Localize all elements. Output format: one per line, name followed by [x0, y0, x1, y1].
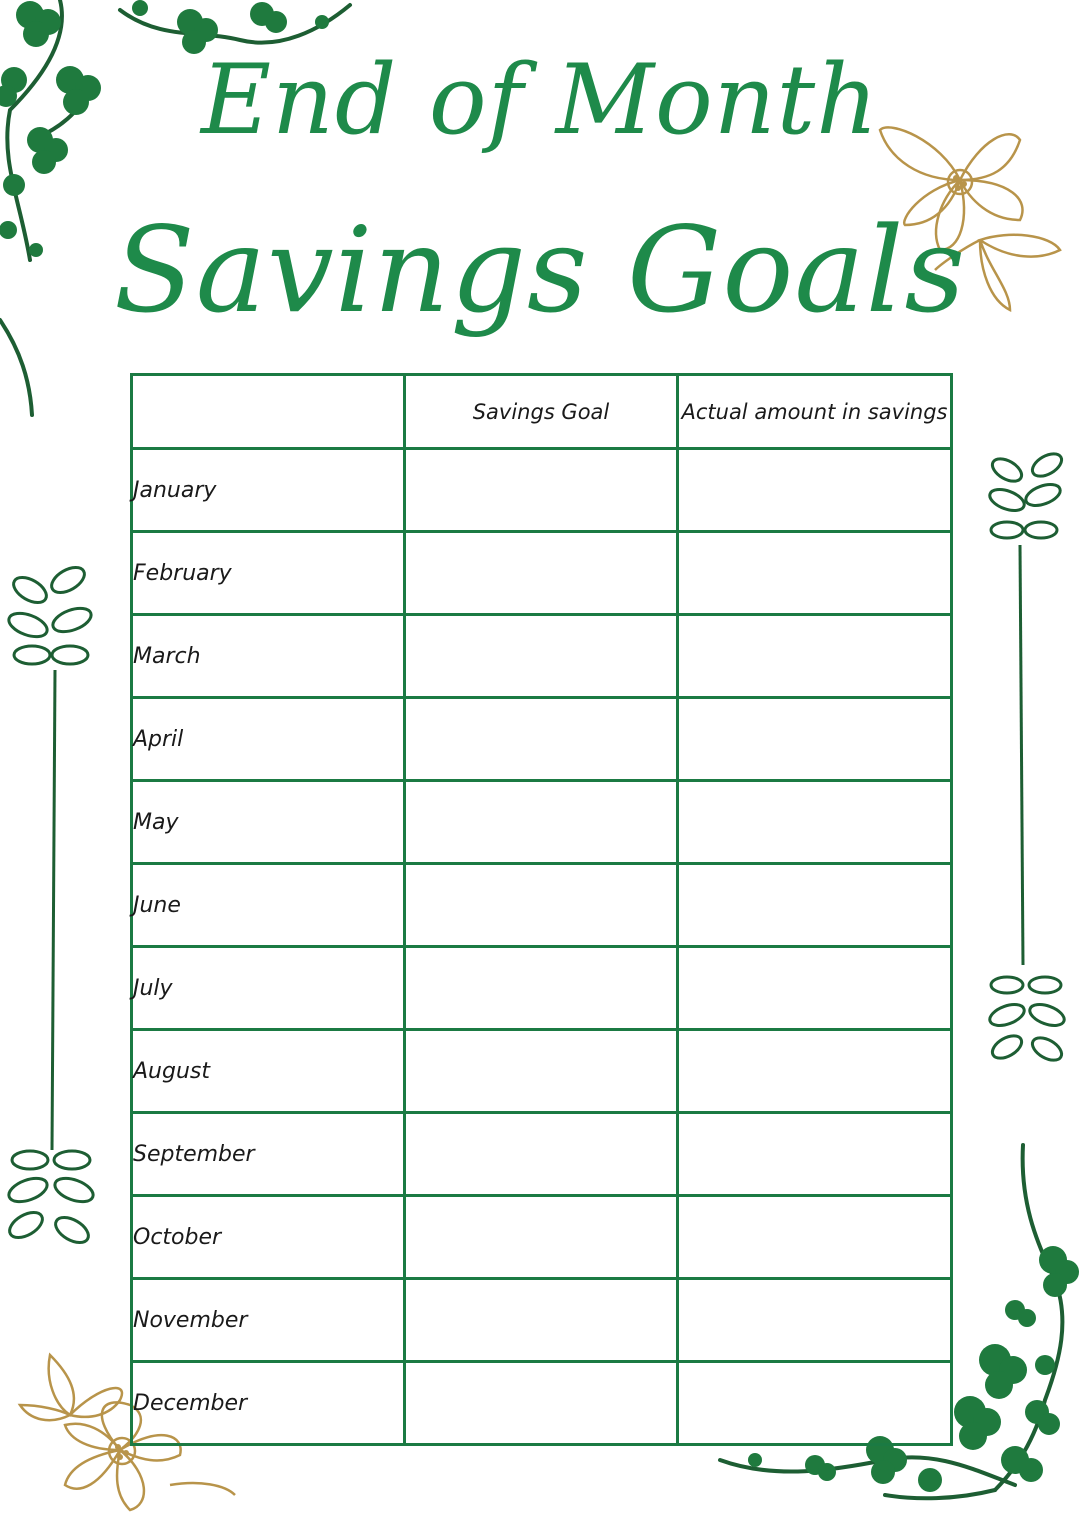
table-row	[132, 615, 952, 698]
actual-amount-cell[interactable]	[678, 698, 952, 781]
actual-amount-cell[interactable]	[678, 615, 952, 698]
savings-goal-cell[interactable]	[405, 864, 678, 947]
savings-goal-cell[interactable]	[405, 449, 678, 532]
actual-amount-cell[interactable]	[678, 947, 952, 1030]
table-row	[132, 781, 952, 864]
savings-goal-cell[interactable]	[405, 532, 678, 615]
actual-amount-cell[interactable]	[678, 1113, 952, 1196]
page-title: End of Month	[200, 44, 880, 156]
column-header-actual-amount: Actual amount in savings	[678, 375, 952, 449]
table-row	[132, 1362, 952, 1445]
savings-table	[130, 373, 953, 1446]
table-row	[132, 698, 952, 781]
actual-amount-cell[interactable]	[678, 532, 952, 615]
savings-goal-cell[interactable]	[405, 698, 678, 781]
actual-amount-cell[interactable]	[678, 449, 952, 532]
savings-goal-cell[interactable]	[405, 1113, 678, 1196]
column-header-month	[132, 375, 405, 449]
month-label: December	[132, 1362, 405, 1445]
column-header-savings-goal: Savings Goal	[405, 375, 678, 449]
savings-goal-cell[interactable]	[405, 1196, 678, 1279]
table-row	[132, 864, 952, 947]
month-label: July	[132, 947, 405, 1030]
table-row	[132, 1030, 952, 1113]
table-row	[132, 1113, 952, 1196]
savings-goal-cell[interactable]	[405, 1279, 678, 1362]
table-row	[132, 1279, 952, 1362]
month-label: June	[132, 864, 405, 947]
month-label: August	[132, 1030, 405, 1113]
month-label: February	[132, 532, 405, 615]
savings-goal-cell[interactable]	[405, 1362, 678, 1445]
savings-goal-cell[interactable]	[405, 781, 678, 864]
leaf-sprig-icon	[985, 445, 1080, 1075]
month-label: April	[132, 698, 405, 781]
leaf-sprig-icon	[0, 560, 100, 1260]
month-label: November	[132, 1279, 405, 1362]
savings-goal-cell[interactable]	[405, 947, 678, 1030]
actual-amount-cell[interactable]	[678, 1196, 952, 1279]
table-header-row	[132, 375, 952, 449]
table-row	[132, 532, 952, 615]
month-label: March	[132, 615, 405, 698]
actual-amount-cell[interactable]	[678, 1362, 952, 1445]
actual-amount-cell[interactable]	[678, 781, 952, 864]
savings-goal-cell[interactable]	[405, 1030, 678, 1113]
month-label: September	[132, 1113, 405, 1196]
month-label: January	[132, 449, 405, 532]
month-label: October	[132, 1196, 405, 1279]
table-row	[132, 1196, 952, 1279]
page-subtitle: Savings Goals	[113, 201, 967, 339]
table-row	[132, 947, 952, 1030]
actual-amount-cell[interactable]	[678, 1279, 952, 1362]
savings-goal-cell[interactable]	[405, 615, 678, 698]
table-row	[132, 449, 952, 532]
actual-amount-cell[interactable]	[678, 864, 952, 947]
actual-amount-cell[interactable]	[678, 1030, 952, 1113]
month-label: May	[132, 781, 405, 864]
